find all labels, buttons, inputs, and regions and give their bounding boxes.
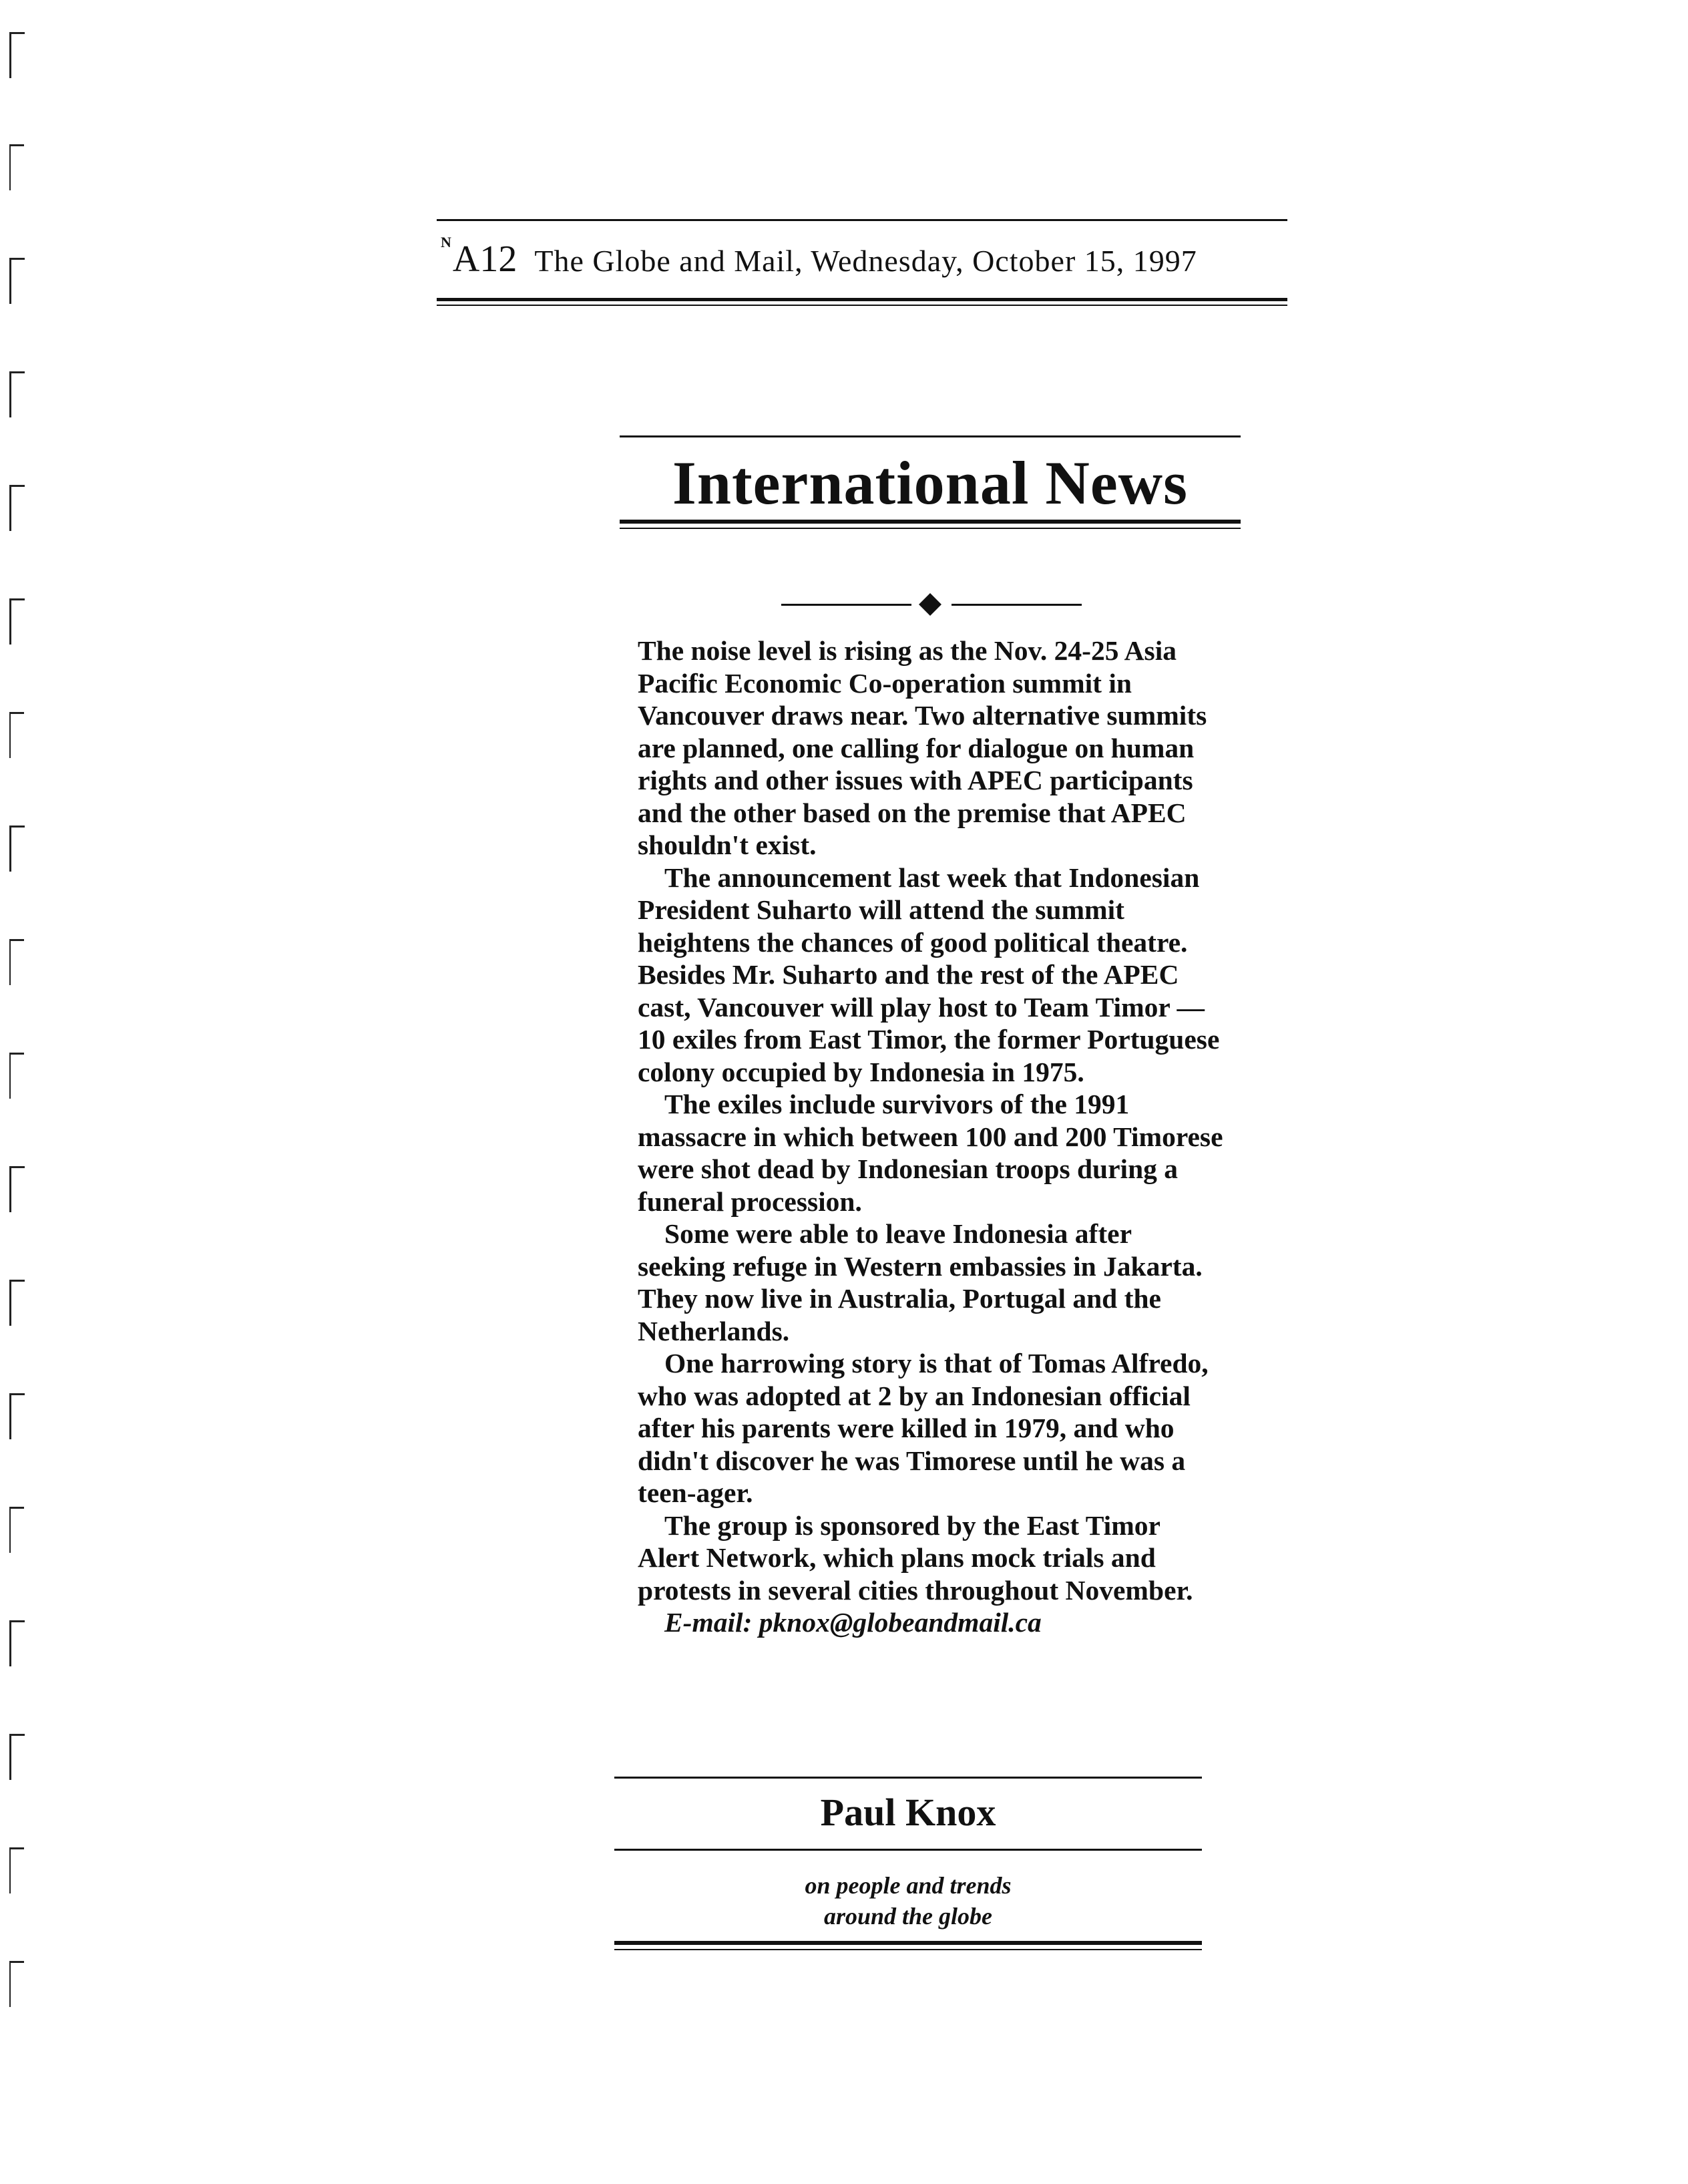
article-paragraph: The group is sponsored by the East Timor Alert Network, which plans mock trials and protests in several cities throughout November. [638, 1509, 1193, 1606]
binding-mark [9, 826, 25, 872]
byline-top-rule [614, 1777, 1202, 1779]
binding-mark [9, 1280, 25, 1326]
binding-mark [9, 485, 25, 531]
column-bottom-rule [620, 520, 1241, 524]
binding-mark [9, 1961, 24, 2007]
binding-mark [9, 1166, 25, 1212]
binding-marks [0, 0, 40, 2184]
tagline-line-1: on people and trends [805, 1872, 1012, 1899]
byline-bottom-rule-thin [614, 1949, 1202, 1950]
binding-mark [9, 1620, 25, 1666]
binding-mark [9, 258, 25, 304]
article-paragraph: The announcement last week that Indonesian President Suharto will attend the summit heightens the chances of good political theatre. Besides Mr. Suharto and the rest of the APEC cast, Vancouver will play host to Team Timor — 10 exiles from East Timor, the former Portuguese colony occupied by Indonesia in 1975. [638, 862, 1220, 1087]
binding-mark [9, 1393, 25, 1439]
binding-mark [9, 32, 25, 78]
byline-name: Paul Knox [820, 1791, 996, 1834]
header-bottom-rule [437, 298, 1287, 301]
page-header [441, 234, 1287, 298]
tagline-line-2: around the globe [823, 1903, 993, 1930]
author-email: E-mail: pknox@globeandmail.ca [664, 1607, 1042, 1638]
column-bottom-rule-thin [620, 528, 1241, 529]
publication-line: The Globe and Mail, Wednesday, October 15, 1997 [534, 244, 1197, 278]
binding-mark [9, 1734, 25, 1780]
page-number: A12 [452, 238, 517, 280]
binding-mark [9, 1053, 24, 1099]
binding-mark [9, 144, 24, 190]
binding-mark [9, 371, 25, 417]
binding-mark [9, 598, 25, 645]
byline-bottom-rule [614, 1941, 1202, 1945]
header-top-rule [437, 219, 1287, 221]
article-body [638, 634, 1225, 1639]
binding-mark [9, 1507, 24, 1553]
binding-mark [9, 712, 24, 758]
section-letter: N [441, 234, 451, 250]
diamond-ornament-icon [781, 591, 1082, 618]
article-paragraph: The noise level is rising as the Nov. 24-25 Asia Pacific Economic Co-operation summit in Vancouver draws near. Two alternative summits are planned, one calling for dialogue on human rights and other issues with APEC participants and the other based on the premise that APEC shouldn't exist. [638, 635, 1207, 860]
header-bottom-rule-thin [437, 305, 1287, 306]
binding-mark [9, 939, 24, 985]
column-title: International News [672, 449, 1188, 517]
binding-mark [9, 1847, 24, 1893]
byline-divider-rule [614, 1849, 1202, 1851]
article-paragraph: One harrowing story is that of Tomas Alfredo, who was adopted at 2 by an Indonesian official after his parents were killed in 1979, and who didn't discover he was Timorese until he was a teen-ager. [638, 1348, 1209, 1508]
column-top-rule [620, 435, 1241, 437]
byline-tagline [614, 1870, 1202, 1932]
article-paragraph: Some were able to leave Indonesia after seeking refuge in Western embassies in Jakarta. They now live in Australia, Portugal and the Netherlands. [638, 1218, 1203, 1346]
article-paragraph: The exiles include survivors of the 1991 massacre in which between 100 and 200 Timorese were shot dead by Indonesian troops during a funeral procession. [638, 1089, 1223, 1217]
